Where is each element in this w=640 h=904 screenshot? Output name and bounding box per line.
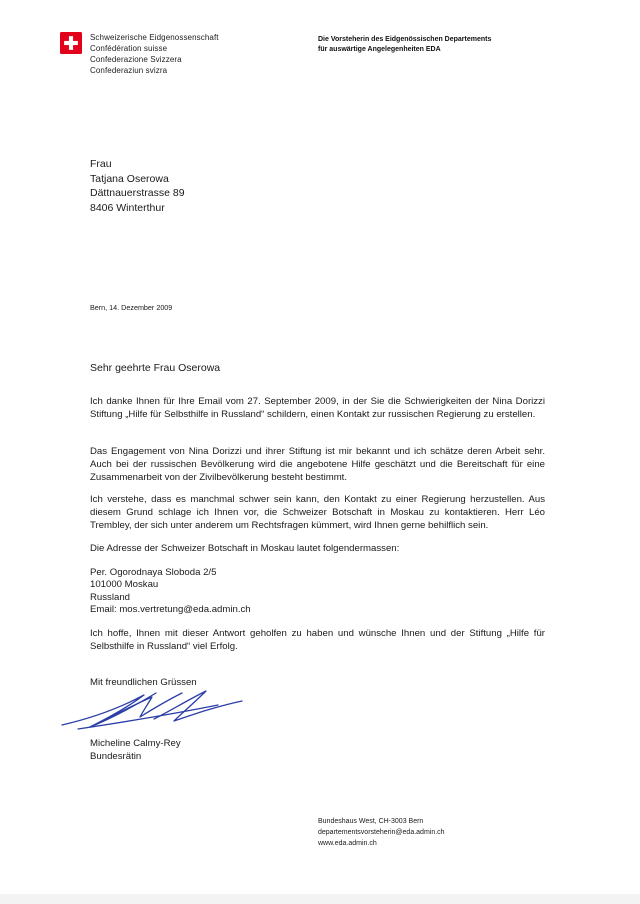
signer-name: Micheline Calmy-Rey (90, 738, 181, 749)
confederation-names (90, 32, 219, 76)
footer-email: departementsvorsteherin@eda.admin.ch (318, 829, 445, 836)
embassy-address (90, 567, 251, 616)
closing: Mit freundlichen Grüssen (90, 677, 197, 688)
footer-contact (318, 816, 445, 849)
footer-address: Bundeshaus West, CH-3003 Bern (318, 818, 424, 825)
recipient-line: Frau (90, 158, 112, 170)
confederation-name-fr: Confédération suisse (90, 44, 168, 53)
footer-website: www.eda.admin.ch (318, 840, 377, 847)
body-paragraph: Ich danke Ihnen für Ihre Email vom 27. September 2009, in der Sie die Schwierigkeiten der Nina Dorizzi Stiftung „Hilfe für Selbsthilfe in Russland“ schildern, einen Kontakt zur russischen Regierung zu erstellen. (90, 396, 545, 420)
embassy-line: 101000 Moskau (90, 579, 159, 591)
salutation: Sehr geehrte Frau Oserowa (90, 362, 221, 374)
department-header (318, 35, 491, 55)
embassy-line: Russland (90, 591, 130, 603)
embassy-email: Email: mos.vertretung@eda.admin.ch (90, 603, 251, 615)
letter-date: Bern, 14. Dezember 2009 (90, 303, 173, 312)
recipient-line: Dättnauerstrasse 89 (90, 187, 185, 199)
embassy-line: Per. Ogorodnaya Sloboda 2/5 (90, 567, 217, 578)
swiss-flag-icon (60, 32, 82, 54)
department-line: Die Vorsteherin des Eidgenössischen Departements (318, 36, 492, 43)
body-paragraph: Die Adresse der Schweizer Botschaft in Moskau lautet folgendermassen: (90, 543, 400, 554)
confederation-name-de: Schweizerische Eidgenossenschaft (90, 33, 219, 42)
handwritten-signature (58, 683, 258, 735)
body-paragraph: Ich hoffe, Ihnen mit dieser Antwort geholfen zu haben und wünsche Ihnen und der Stiftung „Hilfe für Selbsthilfe in Russland“ viel Erfolg. (90, 628, 545, 652)
scan-edge (0, 894, 640, 904)
recipient-address (90, 157, 185, 215)
department-line: für auswärtige Angelegenheiten EDA (318, 46, 441, 53)
recipient-line: 8406 Winterthur (90, 201, 165, 214)
confederation-name-rm: Confederaziun svizra (90, 66, 168, 75)
signer-title: Bundesrätin (90, 750, 142, 762)
body-paragraph: Das Engagement von Nina Dorizzi und ihrer Stiftung ist mir bekannt und ich schätze deren Arbeit sehr. Auch bei der russischen Bevölkerung wird die angebotene Hilfe geschätzt und die Bereitschaft für eine Zusammenarbeit von der Zivilbevölkerung besteht bestimmt. (90, 446, 545, 483)
body-paragraph: Ich verstehe, dass es manchmal schwer sein kann, den Kontakt zu einer Regierung herzustellen. Aus diesem Grund schlage ich Ihnen vor, die Schweizer Botschaft in Moskau zu kontaktieren. Herr Léo Trembley, der sich unter anderem um Rechtsfragen kümmert, wird Ihnen gerne behilflich sein. (90, 494, 545, 531)
confederation-name-it: Confederazione Svizzera (90, 55, 182, 64)
signer-block (90, 738, 181, 764)
recipient-line: Tatjana Oserowa (90, 172, 169, 185)
